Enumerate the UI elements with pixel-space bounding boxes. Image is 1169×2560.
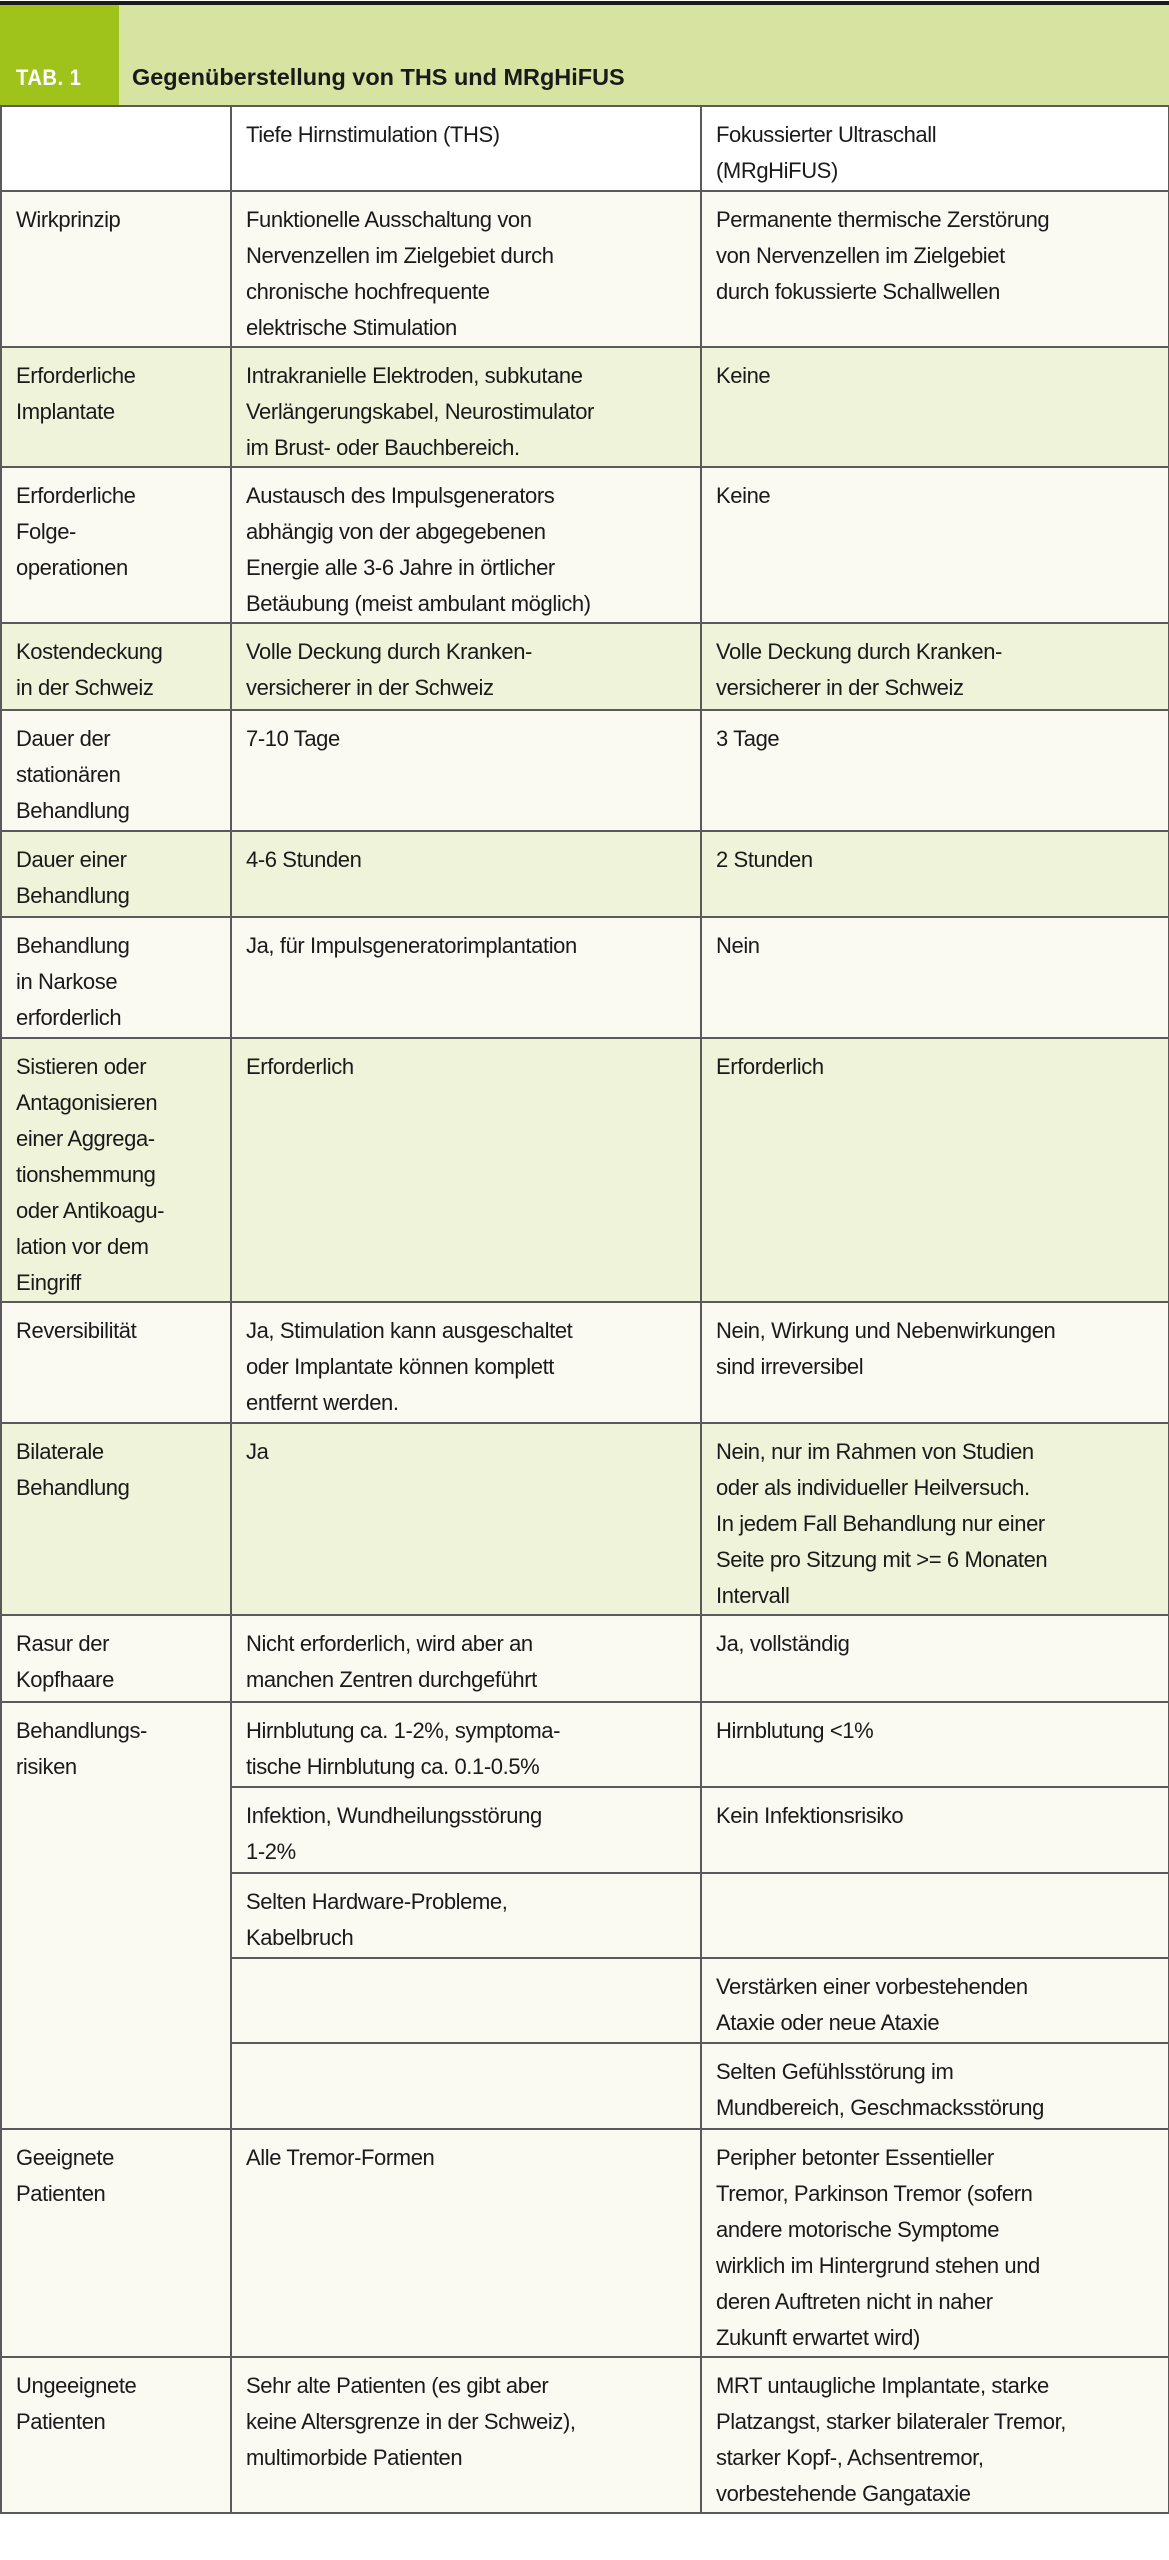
cell-text-line: Hirnblutung ca. 1-2%, symptoma- [246, 1718, 561, 1743]
row-criterion [1, 1302, 231, 1423]
cell-text-line: Dauer einer [16, 847, 127, 872]
cell-text-line: manchen Zentren durchgeführt [246, 1667, 537, 1692]
cell-text-line: MRT untaugliche Implantate, starke [716, 2373, 1049, 2398]
cell-text-line: multimorbide Patienten [246, 2445, 463, 2470]
cell-text-line: Volle Deckung durch Kranken- [716, 639, 1002, 664]
cell-text-line: Ataxie oder neue Ataxie [716, 2010, 940, 2035]
cell-text-line: Energie alle 3-6 Jahre in örtlicher [246, 555, 555, 580]
cell-text-line: Sistieren oder [16, 1054, 147, 1079]
cell-text-line: durch fokussierte Schallwellen [716, 279, 1000, 304]
cell-text-line: Reversibilität [16, 1318, 137, 1343]
ths-risk-value [231, 1958, 701, 2043]
cell-text-line: Kopfhaare [16, 1667, 114, 1692]
ths-value [231, 2129, 701, 2357]
cell-text-line: keine Altersgrenze in der Schweiz), [246, 2409, 576, 2434]
mrghifus-value [701, 191, 1169, 347]
cell-text-line: lation vor dem [16, 1234, 149, 1259]
cell-text-line: wirklich im Hintergrund stehen und [716, 2253, 1040, 2278]
ths-risk-value [231, 2043, 701, 2129]
mrghifus-value [701, 2357, 1169, 2513]
table-row [1, 347, 1169, 467]
ths-value [231, 1302, 701, 1423]
ths-value [231, 623, 701, 710]
ths-risk-value [231, 1702, 701, 1787]
patient-row [1, 2357, 1169, 2513]
cell-text-line: stationären [16, 762, 121, 787]
row-criterion [1, 2129, 231, 2357]
mrghifus-value [701, 710, 1169, 831]
mrghifus-risk-value [701, 1787, 1169, 1873]
table-row [1, 623, 1169, 710]
mrghifus-value [701, 917, 1169, 1038]
cell-text-line: Platzangst, starker bilateraler Tremor, [716, 2409, 1066, 2434]
ths-value [231, 191, 701, 347]
cell-text-line: Behandlung [16, 798, 130, 823]
cell-text-line: Erforderlich [716, 1054, 824, 1079]
cell-text-line: chronische hochfrequente [246, 279, 490, 304]
cell-text-line: vorbestehende Gangataxie [716, 2481, 971, 2506]
mrghifus-value [701, 1615, 1169, 1702]
cell-text-line: In jedem Fall Behandlung nur einer [716, 1511, 1045, 1536]
table-title: Gegenüberstellung von THS und MRgHiFUS [132, 64, 625, 90]
cell-text-line: (MRgHiFUS) [716, 158, 838, 183]
table-number: TAB. 1 [16, 65, 82, 90]
cell-text-line: Ja, für Impulsgeneratorimplantation [246, 933, 577, 958]
table-row [1, 467, 1169, 623]
cell-text-line: Betäubung (meist ambulant möglich) [246, 591, 591, 616]
cell-text-line: Kabelbruch [246, 1925, 354, 1950]
ths-risk-value [231, 1873, 701, 1958]
table-number-tag [0, 5, 119, 105]
cell-text-line: Behandlung [16, 883, 130, 908]
table-row [1, 191, 1169, 347]
mrghifus-value [701, 1302, 1169, 1423]
cell-text-line: Intervall [716, 1583, 790, 1608]
ths-value [231, 1423, 701, 1615]
row-criterion [1, 2357, 231, 2513]
cell-text-line: Nein, nur im Rahmen von Studien [716, 1439, 1034, 1464]
cell-text-line: Nein, Wirkung und Nebenwirkungen [716, 1318, 1056, 1343]
cell-text-line: 2 Stunden [716, 847, 813, 872]
ths-risk-value [231, 1787, 701, 1873]
ths-value [231, 1038, 701, 1302]
cell-text-line: oder als individueller Heilversuch. [716, 1475, 1030, 1500]
cell-text-line: entfernt werden. [246, 1390, 399, 1415]
cell-text-line: sind irreversibel [716, 1354, 864, 1379]
cell-text-line: Dauer der [16, 726, 111, 751]
cell-text-line: im Brust- oder Bauchbereich. [246, 435, 520, 460]
row-criterion [1, 191, 231, 347]
cell-text-line: Antagonisieren [16, 1090, 158, 1115]
cell-text-line: Nein [716, 933, 760, 958]
cell-text-line: Erforderliche [16, 483, 136, 508]
cell-text-line: Keine [716, 483, 771, 508]
cell-text-line: Permanente thermische Zerstörung [716, 207, 1050, 232]
table-row [1, 917, 1169, 1038]
ths-column-header [231, 106, 701, 191]
cell-text-line: 3 Tage [716, 726, 780, 751]
row-criterion [1, 1038, 231, 1302]
mrghifus-value [701, 347, 1169, 467]
cell-text-line: Tremor, Parkinson Tremor (sofern [716, 2181, 1033, 2206]
cell-text-line: Ja [246, 1439, 269, 1464]
row-criterion [1, 347, 231, 467]
ths-value [231, 710, 701, 831]
cell-text-line: Ja, Stimulation kann ausgeschaltet [246, 1318, 573, 1343]
table-row [1, 1302, 1169, 1423]
cell-text-line: abhängig von der abgegebenen [246, 519, 546, 544]
cell-text-line: tische Hirnblutung ca. 0.1-0.5% [246, 1754, 540, 1779]
cell-text-line: versicherer in der Schweiz [716, 675, 964, 700]
cell-text-line: Fokussierter Ultraschall [716, 122, 937, 147]
ths-value [231, 467, 701, 623]
cell-text-line: elektrische Stimulation [246, 315, 457, 340]
risk-row [1, 1702, 1169, 1787]
table-row [1, 1615, 1169, 1702]
cell-text-line: oder Implantate können komplett [246, 1354, 555, 1379]
cell-text-line: Patienten [16, 2409, 106, 2434]
column-header-row [1, 106, 1169, 191]
cell-text-line: Austausch des Impulsgenerators [246, 483, 555, 508]
cell-text-line: risiken [16, 1754, 77, 1779]
cell-text-line: 7-10 Tage [246, 726, 340, 751]
cell-text-line: Funktionelle Ausschaltung von [246, 207, 532, 232]
table-row [1, 710, 1169, 831]
cell-text-line: Implantate [16, 399, 115, 424]
cell-text-line: Patienten [16, 2181, 106, 2206]
row-criterion [1, 831, 231, 917]
cell-text-line: Infektion, Wundheilungsstörung [246, 1803, 542, 1828]
mrghifus-column-header [701, 106, 1169, 191]
cell-text-line: Nicht erforderlich, wird aber an [246, 1631, 533, 1656]
row-criterion [1, 917, 231, 1038]
cell-text-line: Behandlungs- [16, 1718, 147, 1743]
mrghifus-risk-value [701, 1958, 1169, 2043]
cell-text-line: versicherer in der Schweiz [246, 675, 494, 700]
cell-text-line: tionshemmung [16, 1162, 156, 1187]
mrghifus-risk-value [701, 1873, 1169, 1958]
row-criterion [1, 1702, 231, 2129]
cell-text-line: oder Antikoagu- [16, 1198, 165, 1223]
cell-text-line: Ungeeignete [16, 2373, 137, 2398]
cell-text-line: Wirkprinzip [16, 207, 121, 232]
table-row [1, 831, 1169, 917]
cell-text-line: Verstärken einer vorbestehenden [716, 1974, 1028, 1999]
mrghifus-value [701, 623, 1169, 710]
cell-text-line: Alle Tremor-Formen [246, 2145, 435, 2170]
cell-text-line: Selten Hardware-Probleme, [246, 1889, 508, 1914]
cell-text-line: Volle Deckung durch Kranken- [246, 639, 532, 664]
comparison-table [0, 105, 1169, 2514]
ths-value [231, 1615, 701, 1702]
cell-text-line: Kein Infektionsrisiko [716, 1803, 904, 1828]
cell-text-line: Hirnblutung <1% [716, 1718, 874, 1743]
cell-text-line: deren Auftreten nicht in naher [716, 2289, 993, 2314]
cell-text-line: Mundbereich, Geschmacksstörung [716, 2095, 1044, 2120]
mrghifus-value [701, 831, 1169, 917]
patient-row [1, 2129, 1169, 2357]
cell-text-line: Behandlung [16, 933, 130, 958]
table-row [1, 1038, 1169, 1302]
cell-text-line: andere motorische Symptome [716, 2217, 1000, 2242]
cell-text-line: Ja, vollständig [716, 1631, 850, 1656]
cell-text-line: in der Schweiz [16, 675, 154, 700]
row-criterion [1, 710, 231, 831]
ths-value [231, 2357, 701, 2513]
cell-text-line: Nervenzellen im Zielgebiet durch [246, 243, 554, 268]
cell-text-line: operationen [16, 555, 128, 580]
cell-text-line: Folge- [16, 519, 76, 544]
mrghifus-value [701, 2129, 1169, 2357]
cell-text-line: Tiefe Hirnstimulation (THS) [246, 122, 500, 147]
cell-text-line: Erforderliche [16, 363, 136, 388]
cell-text-line: Selten Gefühlsstörung im [716, 2059, 954, 2084]
cell-text-line: Seite pro Sitzung mit >= 6 Monaten [716, 1547, 1048, 1572]
mrghifus-value [701, 1423, 1169, 1615]
table-row [1, 1423, 1169, 1615]
cell-text-line: 4-6 Stunden [246, 847, 362, 872]
ths-value [231, 347, 701, 467]
cell-text-line: einer Aggrega- [16, 1126, 155, 1151]
mrghifus-risk-value [701, 1702, 1169, 1787]
row-criterion [1, 623, 231, 710]
mrghifus-risk-value [701, 2043, 1169, 2129]
cell-text-line: von Nervenzellen im Zielgebiet [716, 243, 1005, 268]
cell-text-line: Erforderlich [246, 1054, 354, 1079]
cell-text-line: Zukunft erwartet wird) [716, 2325, 920, 2350]
cell-text-line: 1-2% [246, 1839, 296, 1864]
cell-text-line: Verlängerungskabel, Neurostimulator [246, 399, 594, 424]
row-criterion [1, 1423, 231, 1615]
ths-value [231, 831, 701, 917]
mrghifus-value [701, 467, 1169, 623]
cell-text-line: Eingriff [16, 1270, 81, 1295]
table-caption-banner [0, 5, 1169, 105]
cell-text-line: Sehr alte Patienten (es gibt aber [246, 2373, 549, 2398]
cell-text-line: Rasur der [16, 1631, 109, 1656]
cell-text-line: Kostendeckung [16, 639, 163, 664]
cell-text-line: Keine [716, 363, 771, 388]
cell-text-line: Intrakranielle Elektroden, subkutane [246, 363, 583, 388]
cell-text-line: erforderlich [16, 1005, 122, 1030]
cell-text-line: Bilaterale [16, 1439, 104, 1464]
cell-text-line: in Narkose [16, 969, 118, 994]
cell-text-line: Behandlung [16, 1475, 130, 1500]
criterion-header [1, 106, 231, 191]
ths-value [231, 917, 701, 1038]
mrghifus-value [701, 1038, 1169, 1302]
cell-text-line: Peripher betonter Essentieller [716, 2145, 994, 2170]
cell-text-line: Geeignete [16, 2145, 114, 2170]
cell-text-line: starker Kopf-, Achsentremor, [716, 2445, 984, 2470]
row-criterion [1, 467, 231, 623]
row-criterion [1, 1615, 231, 1702]
